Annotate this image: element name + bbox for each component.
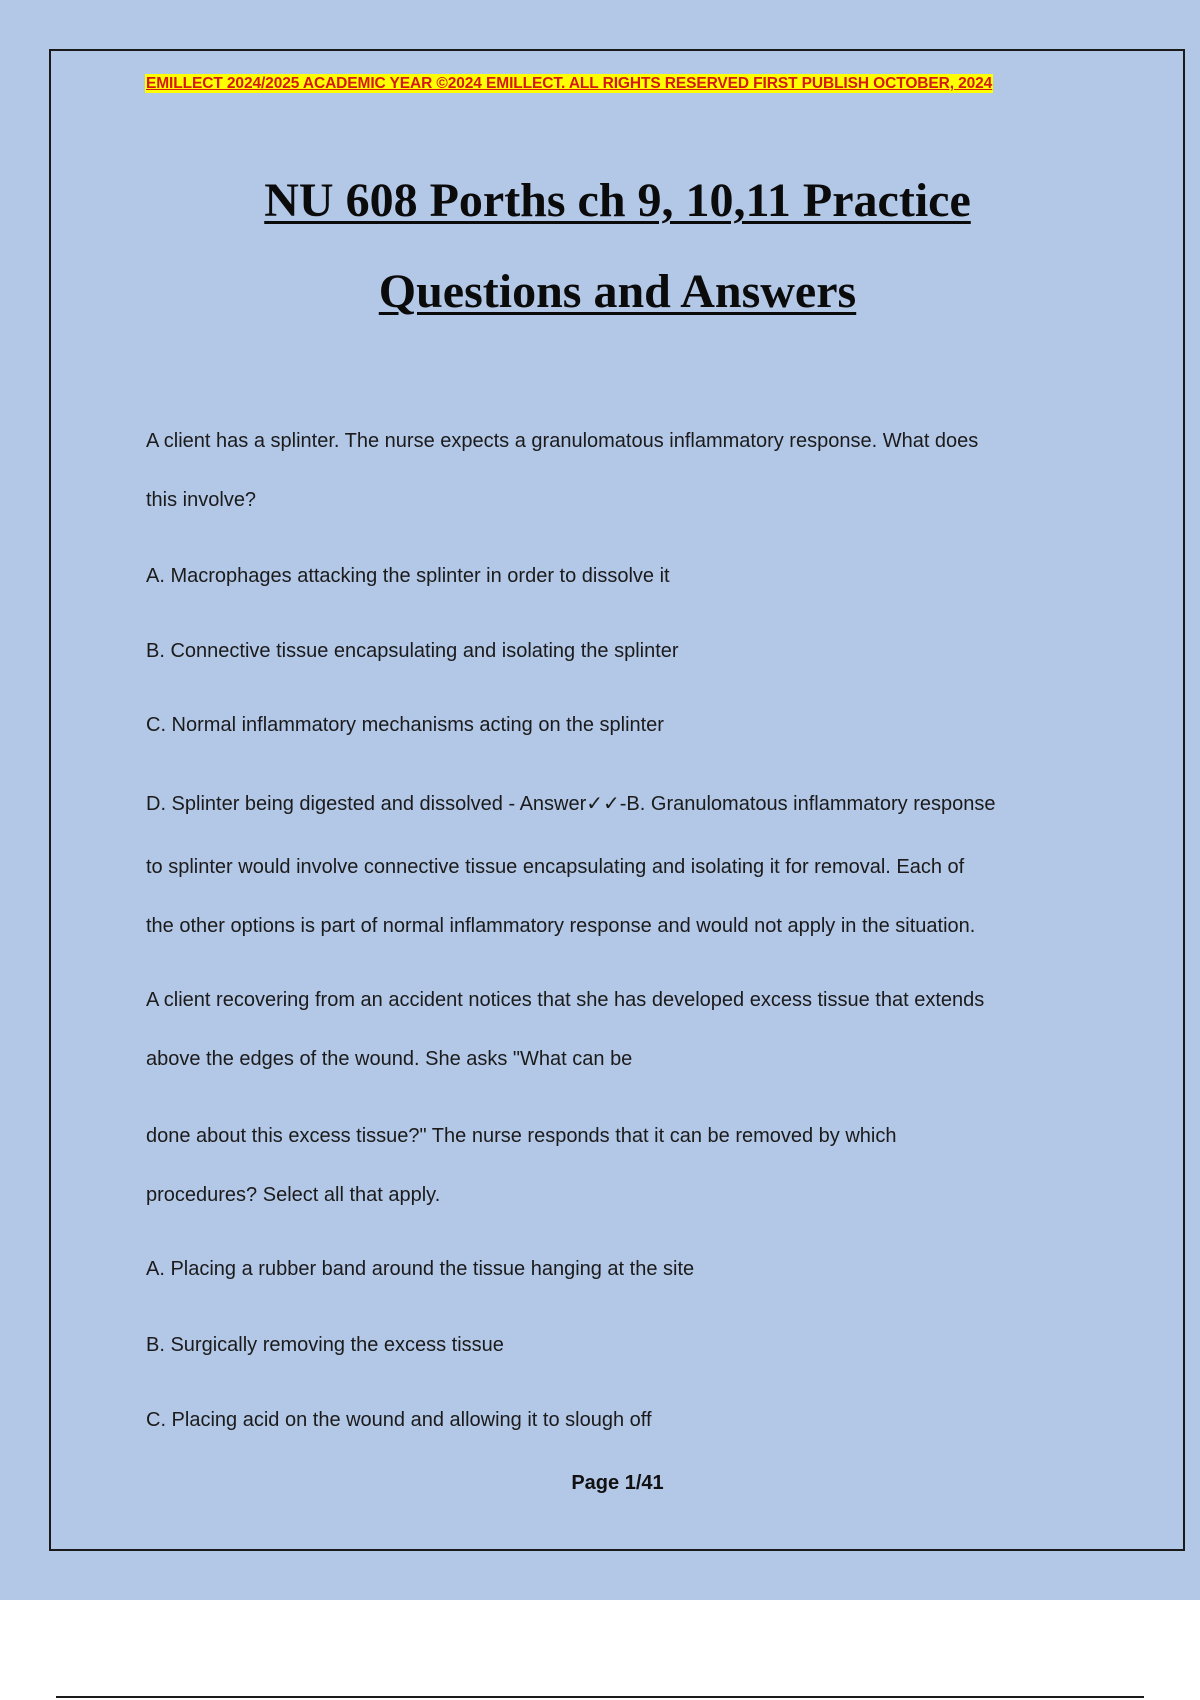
- document-title-line-2: [0, 264, 1200, 320]
- question-2-option-c: C. Placing acid on the wound and allowing it to slough off: [146, 1409, 652, 1431]
- document-title-line-1: [0, 173, 1200, 229]
- page-number: Page 1/41: [571, 1472, 664, 1494]
- question-2-option-a: A. Placing a rubber band around the tissue hanging at the site: [146, 1258, 695, 1280]
- question-1-stem-line-2: this involve?: [146, 489, 257, 511]
- question-2-option-b: B. Surgically removing the excess tissue: [146, 1334, 504, 1356]
- footer-divider: [56, 1696, 1144, 1698]
- question-1-rationale-line-1: to splinter would involve connective tissue encapsulating and isolating it for removal. Each of: [146, 856, 965, 878]
- question-2-stem-line-1: A client recovering from an accident notices that she has developed excess tissue that extends: [146, 989, 985, 1011]
- question-1-stem-line-1: A client has a splinter. The nurse expects a granulomatous inflammatory response. What does: [146, 430, 979, 452]
- question-2-stem-line-4: procedures? Select all that apply.: [146, 1184, 441, 1206]
- question-2-stem-line-2: above the edges of the wound. She asks "What can be: [146, 1048, 633, 1070]
- copyright-header: EMILLECT 2024/2025 ACADEMIC YEAR ©2024 EMILLECT. ALL RIGHTS RESERVED FIRST PUBLISH OCTOBER, 2024: [146, 75, 993, 92]
- title-line-1-text: NU 608 Porths ch 9, 10,11 Practice: [264, 174, 971, 227]
- question-1-rationale-line-2: the other options is part of normal inflammatory response and would not apply in the situation.: [146, 915, 976, 937]
- question-2-stem-line-3: done about this excess tissue?" The nurse responds that it can be removed by which: [146, 1125, 897, 1147]
- title-line-2-text: Questions and Answers: [378, 265, 857, 318]
- question-1-option-d-answer: D. Splinter being digested and dissolved - Answer✓✓-B. Granulomatous inflammatory response: [146, 793, 996, 815]
- question-1-option-b: B. Connective tissue encapsulating and isolating the splinter: [146, 640, 679, 662]
- question-1-option-a: A. Macrophages attacking the splinter in order to dissolve it: [146, 565, 670, 587]
- question-1-option-c: C. Normal inflammatory mechanisms acting on the splinter: [146, 714, 664, 736]
